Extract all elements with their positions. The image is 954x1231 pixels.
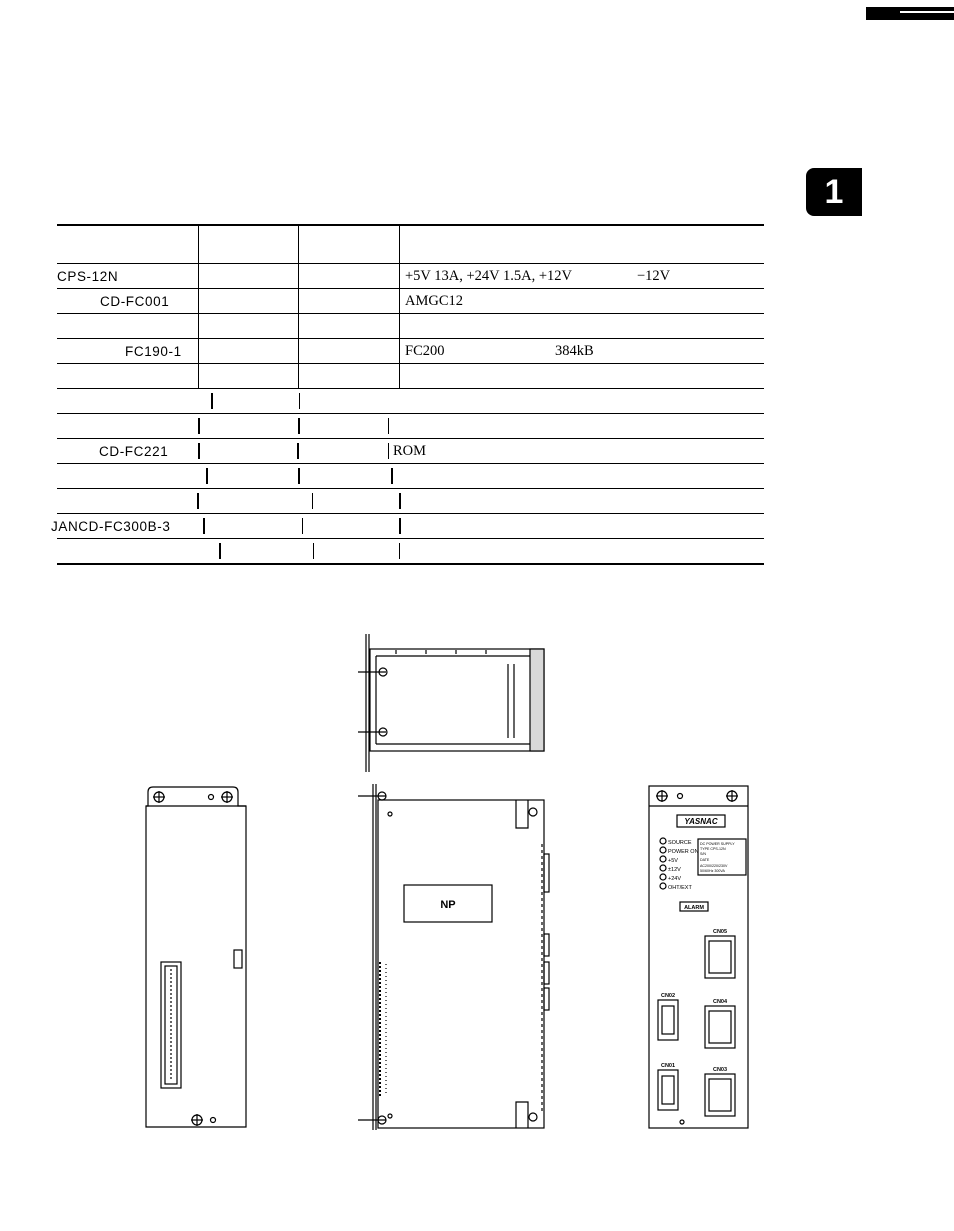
plate-line: DC POWER SUPPLY: [700, 842, 735, 846]
spec-cell: ROM: [393, 442, 427, 459]
table-row: [57, 264, 764, 289]
spec-cell: +5V 13A, +24V 1.5A, +12V: [405, 267, 572, 284]
model-cell: CD-FC001: [100, 293, 170, 309]
connector-label: CN03: [712, 1067, 728, 1073]
connector-label: CN02: [660, 993, 676, 999]
led-label: OHT/EXT: [668, 885, 692, 891]
table-row: [57, 489, 764, 514]
led-label: +24V: [668, 876, 681, 882]
connector-label: CN05: [712, 929, 728, 935]
model-cell: CPS-12N: [57, 268, 119, 284]
alarm-label: ALARM: [684, 905, 704, 911]
module-side-drawing: [145, 784, 247, 1130]
corner-streak: [900, 11, 954, 13]
led-label: POWER ON: [668, 849, 699, 855]
chapter-tab: 1: [806, 168, 862, 216]
table-row: [57, 314, 764, 339]
table-row: [51, 514, 764, 539]
model-cell: FC190-1: [125, 343, 182, 359]
table-row: [57, 539, 764, 563]
spec-cell: FC200: [405, 342, 445, 359]
brand-label: YASNAC: [684, 817, 718, 826]
table-row: [57, 439, 764, 464]
model-cell: CD-FC221: [99, 443, 169, 459]
table-header-row: [57, 226, 764, 264]
spec-table: [51, 224, 764, 565]
spec-cell-2: 384kB: [555, 342, 594, 359]
cpu-board-label: NP: [440, 899, 456, 911]
plate-line: DATE: [700, 858, 710, 862]
table-row: [57, 364, 764, 389]
table-row: [57, 464, 764, 489]
corner-bar: [866, 7, 954, 20]
spec-cell-2: −12V: [637, 267, 671, 284]
cpu-board-drawing: [356, 784, 552, 1130]
power-supply-panel-drawing: [648, 784, 750, 1130]
table-row: [57, 289, 764, 314]
spec-cell: AMGC12: [405, 292, 464, 309]
connector-label: CN04: [712, 999, 728, 1005]
table-row: [57, 414, 764, 439]
plate-line: AC200/220/230V: [700, 864, 728, 868]
plate-line: S/N: [700, 852, 706, 856]
table-row: [57, 339, 764, 364]
led-label: ±12V: [668, 867, 681, 873]
table-row: [57, 389, 764, 414]
plate-line: TYPE CPS-12N: [700, 847, 726, 851]
plate-line: 50/60Hz 300VA: [700, 869, 725, 873]
connector-label: CN01: [660, 1063, 676, 1069]
led-label: +5V: [668, 858, 678, 864]
model-cell: JANCD-FC300B-3: [51, 518, 171, 534]
led-label: SOURCE: [668, 840, 692, 846]
unit-side-view-drawing: [356, 634, 552, 772]
